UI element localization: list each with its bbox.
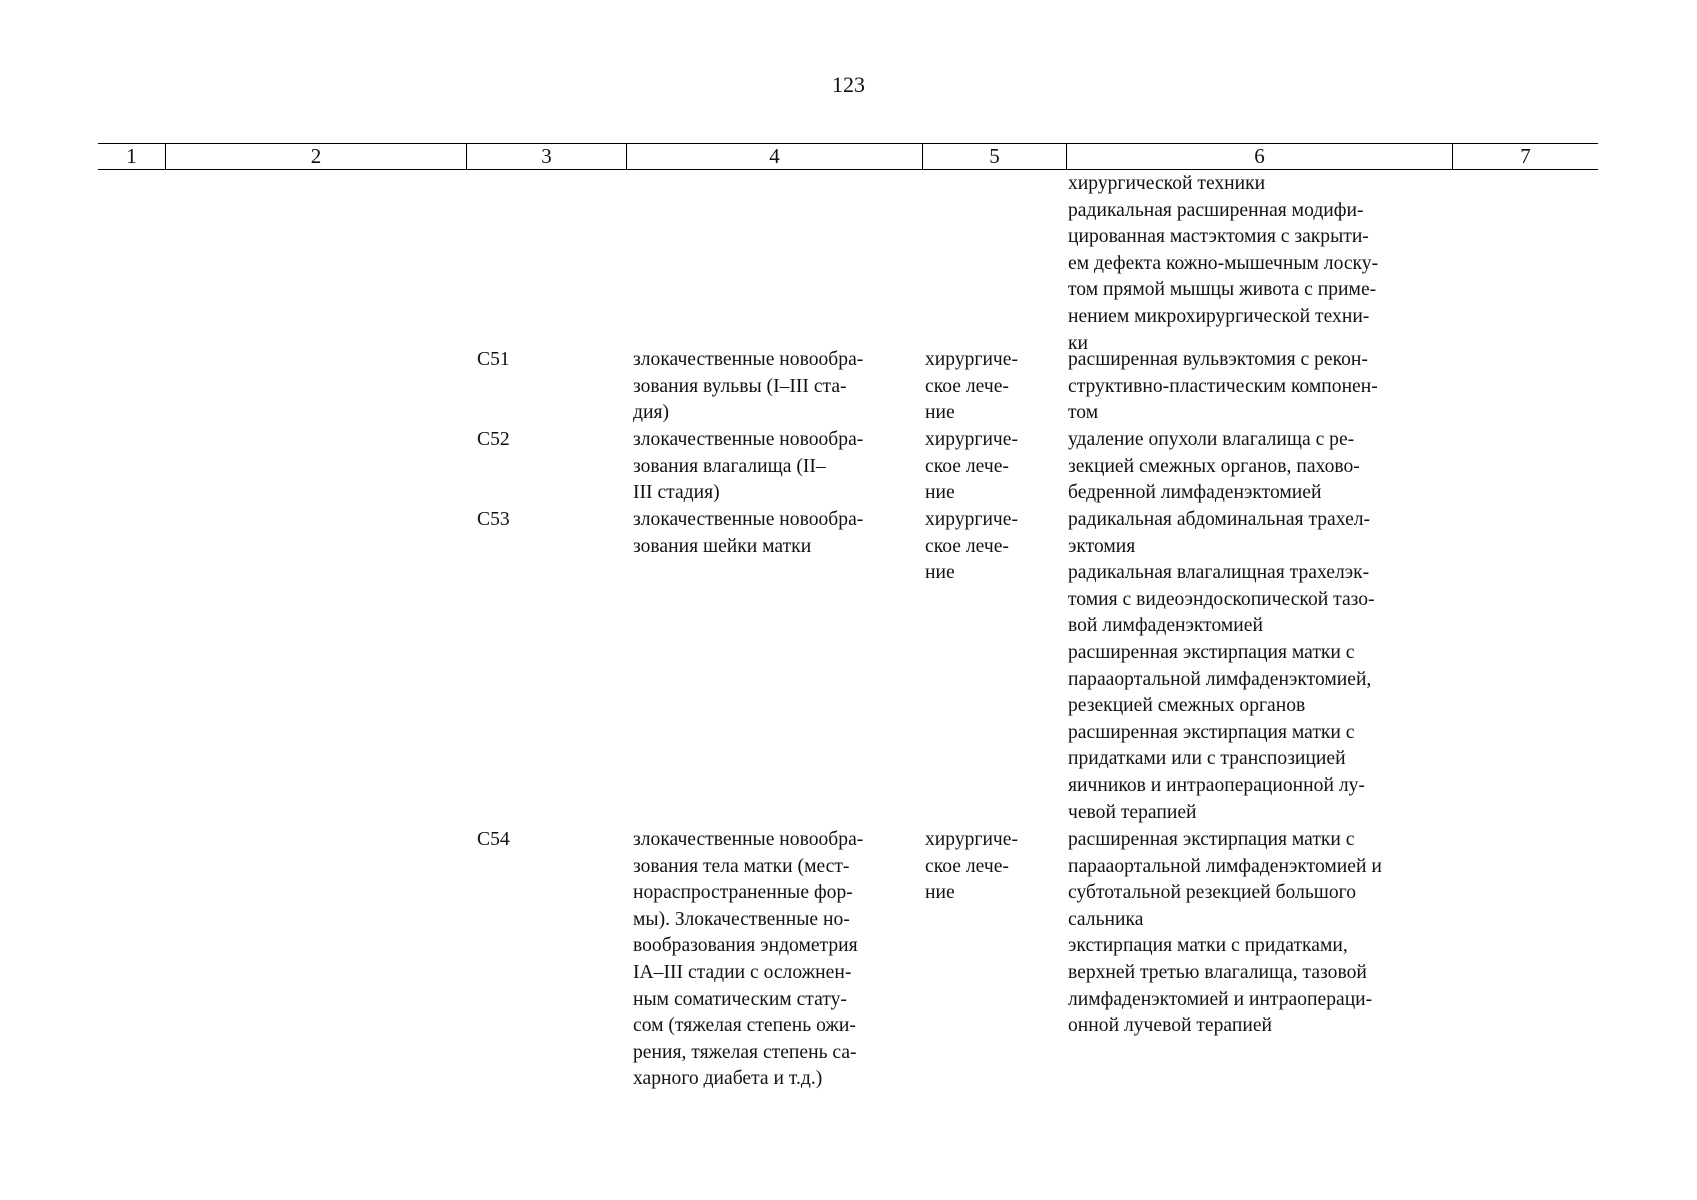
- text-line: чевой терапией: [1068, 801, 1197, 823]
- text-line: ние: [925, 562, 955, 584]
- text-line: рения, тяжелая степень са-: [633, 1041, 857, 1063]
- text-line: парааортальной лимфаденэктомией,: [1068, 668, 1372, 690]
- text-line: яичников и интраоперационной лу-: [1068, 774, 1365, 796]
- text-line: ское лече-: [925, 855, 1009, 877]
- header-col-4: 4: [626, 144, 922, 169]
- text-line: бедренной лимфаденэктомией: [1068, 482, 1322, 504]
- continuation-text: [1068, 171, 1429, 357]
- text-line: вой лимфаденэктомией: [1068, 615, 1263, 637]
- diagnosis-text: [633, 507, 904, 560]
- text-line: расширенная экстирпация матки с: [1068, 641, 1355, 663]
- text-line: верхней третью влагалища, тазовой: [1068, 961, 1367, 983]
- text-line: сальника: [1068, 908, 1144, 930]
- table-header-row: [98, 143, 1598, 170]
- text-line: онной лучевой терапией: [1068, 1015, 1273, 1037]
- text-line: ние: [925, 402, 955, 424]
- text-line: парааортальной лимфаденэктомией и: [1068, 855, 1382, 877]
- text-line: расширенная вульвэктомия с рекон-: [1068, 349, 1368, 370]
- text-line: харного диабета и т.д.): [633, 1068, 823, 1090]
- text-line: вообразования эндометрия: [633, 935, 858, 957]
- header-col-6: 6: [1066, 144, 1452, 169]
- text-line: зования шейки матки: [633, 535, 812, 557]
- header-col-3: 3: [466, 144, 626, 169]
- text-line: зекцией смежных органов, пахово-: [1068, 455, 1360, 477]
- treatment-type: [925, 427, 1047, 507]
- text-line: злокачественные новообра-: [633, 429, 864, 450]
- text-line: хирургиче-: [925, 349, 1019, 370]
- text-line: нораспространенные фор-: [633, 882, 853, 904]
- treatment-method: [1068, 347, 1429, 427]
- text-line: сом (тяжелая степень ожи-: [633, 1015, 856, 1037]
- text-line: структивно-пластическим компонен-: [1068, 375, 1378, 397]
- text-line: ем дефекта кожно-мышечным лоску-: [1068, 252, 1379, 274]
- text-line: удаление опухоли влагалища с ре-: [1068, 429, 1355, 450]
- text-line: хирургиче-: [925, 829, 1019, 850]
- diagnosis-text: [633, 827, 904, 1093]
- text-line: III стадия): [633, 482, 720, 504]
- text-line: ское лече-: [925, 535, 1009, 557]
- text-line: зования влагалища (II–: [633, 455, 826, 477]
- text-line: злокачественные новообра-: [633, 509, 864, 530]
- text-line: ское лече-: [925, 375, 1009, 397]
- diagnosis-code: C53: [477, 509, 510, 530]
- text-line: эктомия: [1068, 535, 1136, 557]
- text-line: злокачественные новообра-: [633, 349, 864, 370]
- header-col-5: 5: [922, 144, 1066, 169]
- text-line: злокачественные новообра-: [633, 829, 864, 850]
- text-line: радикальная расширенная модифи-: [1068, 199, 1364, 221]
- header-col-1: 1: [126, 144, 137, 168]
- treatment-type: [925, 827, 1047, 907]
- text-line: томия с видеоэндоскопической тазо-: [1068, 588, 1375, 610]
- text-line: ние: [925, 882, 955, 904]
- text-line: резекцией смежных органов: [1068, 695, 1306, 717]
- diagnosis-code: C52: [477, 429, 510, 450]
- text-line: лимфаденэктомией и интраопераци-: [1068, 988, 1373, 1010]
- text-line: том: [1068, 402, 1099, 424]
- page-number: 123: [832, 72, 865, 97]
- text-line: ным соматическим стату-: [633, 988, 847, 1010]
- text-line: IA–III стадии с осложнен-: [633, 961, 852, 983]
- text-line: дия): [633, 402, 669, 424]
- diagnosis-text: [633, 347, 904, 427]
- text-line: придатками или с транспозицией: [1068, 748, 1346, 770]
- text-line: хирургиче-: [925, 509, 1019, 530]
- text-line: субтотальной резекцией большого: [1068, 882, 1357, 904]
- text-line: мы). Злокачественные но-: [633, 908, 850, 930]
- text-line: зования тела матки (мест-: [633, 855, 850, 877]
- diagnosis-text: [633, 427, 904, 507]
- diagnosis-code: C51: [477, 349, 510, 370]
- text-line: радикальная абдоминальная трахел-: [1068, 509, 1371, 530]
- text-line: том прямой мышцы живота с приме-: [1068, 279, 1377, 301]
- text-line: хирургиче-: [925, 429, 1019, 450]
- text-line: зования вульвы (I–III ста-: [633, 375, 847, 397]
- header-col-7: 7: [1452, 144, 1598, 169]
- text-line: ское лече-: [925, 455, 1009, 477]
- treatment-method: [1068, 827, 1429, 1040]
- header-col-2: 2: [165, 144, 466, 169]
- diagnosis-code: C54: [477, 829, 510, 850]
- text-line: нением микрохирургической техни-: [1068, 305, 1370, 327]
- text-line: расширенная экстирпация матки с: [1068, 721, 1355, 743]
- treatment-method: [1068, 427, 1429, 507]
- text-line: цированная мастэктомия с закрыти-: [1068, 226, 1369, 248]
- text-line: хирургической техники: [1068, 173, 1266, 194]
- text-line: радикальная влагалищная трахелэк-: [1068, 562, 1370, 584]
- text-line: экстирпация матки с придатками,: [1068, 935, 1348, 957]
- text-line: ние: [925, 482, 955, 504]
- treatment-type: [925, 347, 1047, 427]
- treatment-type: [925, 507, 1047, 587]
- text-line: ки: [1068, 332, 1089, 354]
- text-line: расширенная экстирпация матки с: [1068, 829, 1355, 850]
- treatment-method: [1068, 507, 1429, 826]
